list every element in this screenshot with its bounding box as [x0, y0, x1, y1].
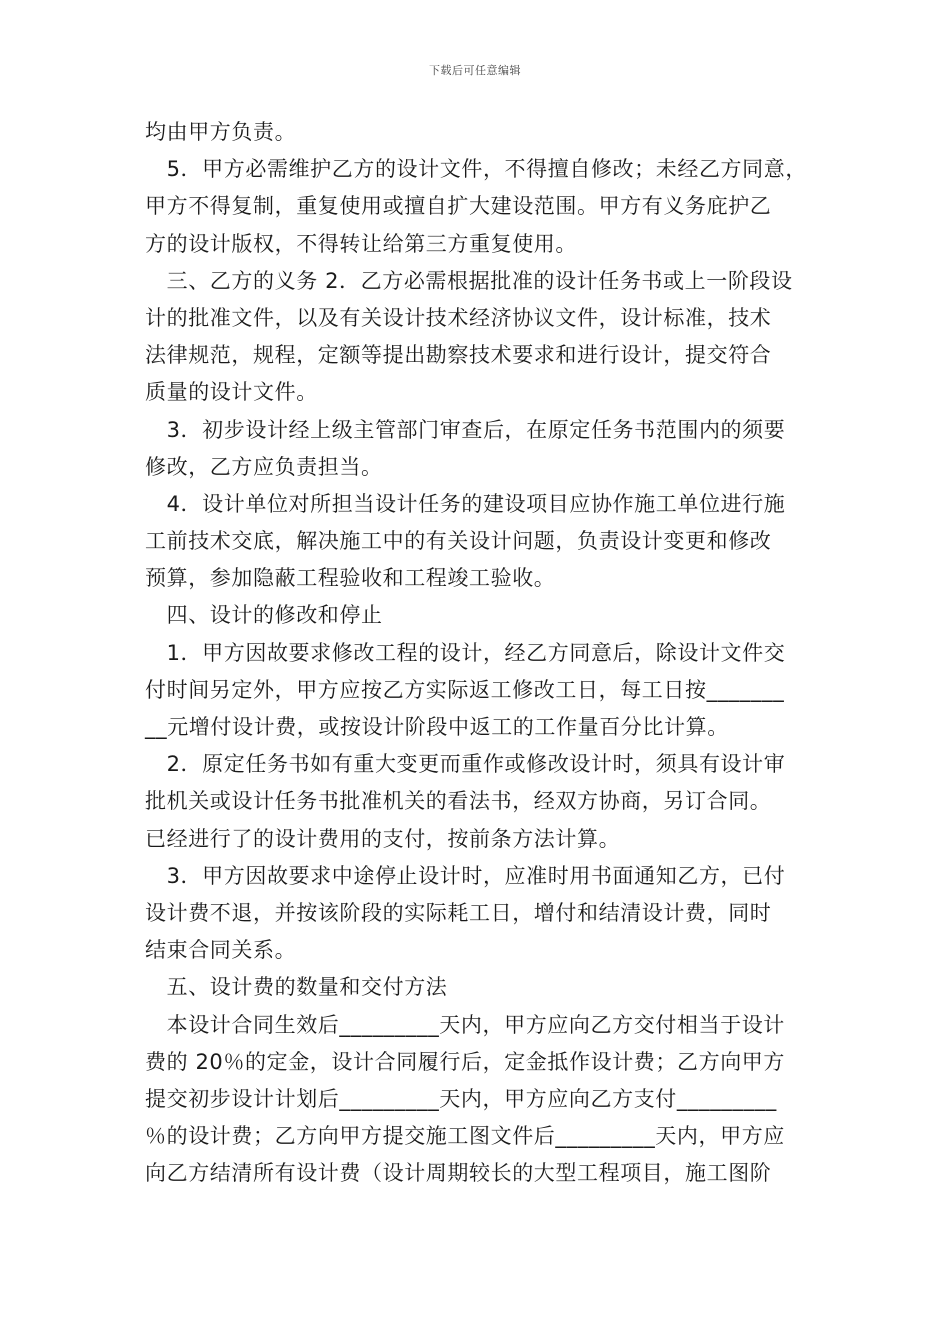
text-line: 4．设计单位对所担当设计任务的建设项目应协作施工单位进行施 [145, 491, 786, 516]
text-line: 向乙方结清所有设计费（设计周期较长的大型工程项目，施工图阶 [145, 1161, 772, 1186]
text-line: 已经进行了的设计费用的支付，按前条方法计算。 [145, 826, 621, 851]
text-line: 设计费不退，并按该阶段的实际耗工日，增付和结清设计费，同时 [145, 900, 772, 925]
text-line: 本设计合同生效后_________天内，甲方应向乙方交付相当于设计 [145, 1012, 785, 1037]
text-line: 结束合同关系。 [145, 938, 297, 963]
text-line: 2．原定任务书如有重大变更而重作或修改设计时，须具有设计审 [145, 752, 786, 777]
text-line: 修改，乙方应负责担当。 [145, 454, 383, 479]
text-line: 均由甲方负责。 [145, 120, 297, 144]
text-line: 提交初步设计计划后_________天内，甲方应向乙方支付_________ [145, 1086, 777, 1111]
document-body [145, 114, 817, 1192]
text-line: 预算，参加隐蔽工程验收和工程竣工验收。 [145, 566, 556, 591]
text-line: 费的 20％的定金，设计合同履行后，定金抵作设计费；乙方向甲方 [145, 1049, 785, 1074]
page-header: 下载后可任意编辑 [429, 64, 521, 77]
text-line: 3．初步设计经上级主管部门审查后，在原定任务书范围内的须要 [145, 417, 786, 442]
text-line: 1．甲方因故要求修改工程的设计，经乙方同意后，除设计文件交 [145, 640, 786, 665]
text-line: 质量的设计文件。 [145, 380, 318, 405]
text-line: 工前技术交底，解决施工中的有关设计问题，负责设计变更和修改 [145, 529, 772, 554]
section-heading: 四、设计的修改和停止 [145, 603, 383, 628]
section-heading: 五、设计费的数量和交付方法 [145, 975, 448, 1000]
text-line: 付时间另定外，甲方应按乙方实际返工修改工日，每工日按_______ [145, 677, 785, 702]
text-line: 方的设计版权，不得转让给第三方重复使用。 [145, 231, 577, 256]
text-line: 批机关或设计任务书批准机关的看法书，经双方协商，另订合同。 [145, 789, 772, 814]
text-line: 3．甲方因故要求中途停止设计时，应准时用书面通知乙方，已付 [145, 863, 786, 888]
text-line: 三、乙方的义务 2．乙方必需根据批准的设计任务书或上一阶段设 [145, 268, 793, 293]
text-line: 5．甲方必需维护乙方的设计文件，不得擅自修改；未经乙方同意， [145, 157, 807, 182]
text-line: ％的设计费；乙方向甲方提交施工图文件后_________天内，甲方应 [145, 1124, 785, 1149]
text-line: __元增付设计费，或按设计阶段中返工的工作量百分比计算。 [145, 715, 729, 739]
text-line: 甲方不得复制，重复使用或擅自扩大建设范围。甲方有义务庇护乙 [145, 194, 772, 219]
text-line: 法律规范，规程，定额等提出勘察技术要求和进行设计，提交符合 [145, 343, 772, 368]
text-line: 计的批准文件，以及有关设计技术经济协议文件，设计标准，技术 [145, 305, 772, 330]
